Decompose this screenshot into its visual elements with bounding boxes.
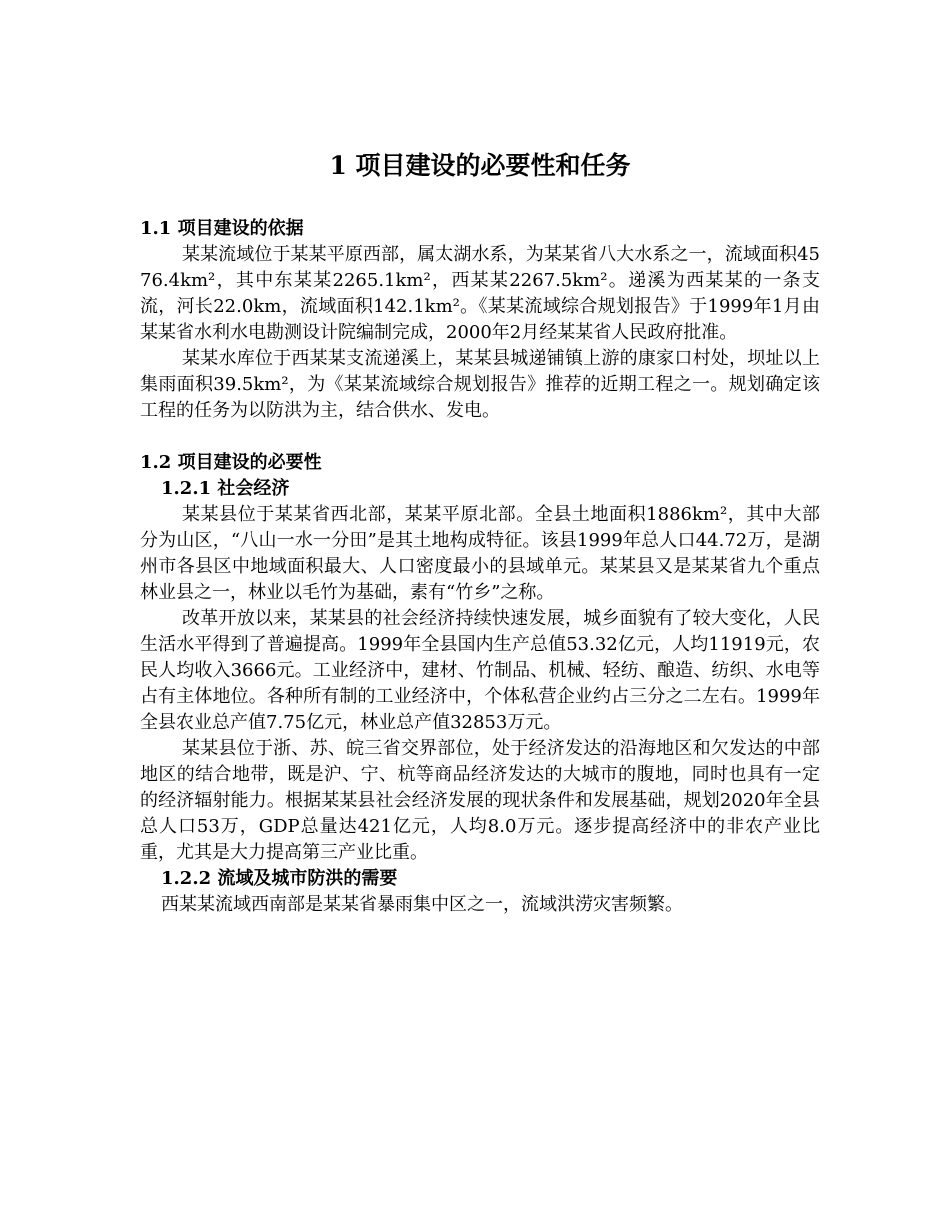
chapter-title: 1 项目建设的必要性和任务 xyxy=(329,151,631,180)
paragraph: 某某县位于浙、苏、皖三省交界部位，处于经济发达的沿海地区和欠发达的中部地区的结合地带，既是沪、宁、杭等商品经济发达的大城市的腹地，同时也具有一定的经济辐射能力。根据某某县社会经济发展的现状条件和发展基础，规划2020年全县总人口53万，GDP总量达421亿元，人均8.0万元。逐步提高经济中的非农产业比重，尤其是大力提高第三产业比重。 xyxy=(140,738,820,863)
document-body xyxy=(140,146,820,918)
subsection-title-1-2-2: 1.2.2 流域及城市防洪的需要 xyxy=(161,868,398,889)
paragraph: 改革开放以来，某某县的社会经济持续快速发展，城乡面貌有了较大变化，人民生活水平得到了普遍提高。1999年全县国内生产总值53.32亿元，人均11919元，农民人均收入3666元。工业经济中，建材、竹制品、机械、轻纺、酿造、纺织、水电等占有主体地位。各种所有制的工业经济中，个体私营企业约占三分之二左右。1999年全县农业总产值7.75亿元，林业总产值32853万元。 xyxy=(140,608,820,733)
section-title-1-2: 1.2 项目建设的必要性 xyxy=(140,452,322,473)
paragraph: 某某水库位于西某某支流递溪上，某某县城递铺镇上游的康家口村处，坝址以上集雨面积39.5km²，为《某某流域综合规划报告》推荐的近期工程之一。规划确定该工程的任务为以防洪为主，结合供水、发电。 xyxy=(140,348,820,421)
subsection-title-1-2-1: 1.2.1 社会经济 xyxy=(161,478,290,499)
paragraph: 西某某流域西南部是某某省暴雨集中区之一，流域洪涝灾害频繁。 xyxy=(161,894,683,915)
paragraph: 某某流域位于某某平原西部，属太湖水系，为某某省八大水系之一，流域面积4576.4km²，其中东某某2265.1km²，西某某2267.5km²。递溪为西某某的一条支流，河长22.0km，流域面积142.1km²。《某某流域综合规划报告》于1999年1月由某某省水利水电勘测设计院编制完成，2000年2月经某某省人民政府批准。 xyxy=(140,244,820,343)
paragraph: 某某县位于某某省西北部，某某平原北部。全县土地面积1886km²，其中大部分为山区，“八山一水一分田”是其土地构成特征。该县1999年总人口44.72万，是湖州市各县区中地域面积最大、人口密度最小的县域单元。某某县又是某某省九个重点林业县之一，林业以毛竹为基础，素有“竹乡”之称。 xyxy=(140,504,820,603)
section-spacer xyxy=(140,424,820,450)
section-title-1-1: 1.1 项目建设的依据 xyxy=(140,218,304,239)
